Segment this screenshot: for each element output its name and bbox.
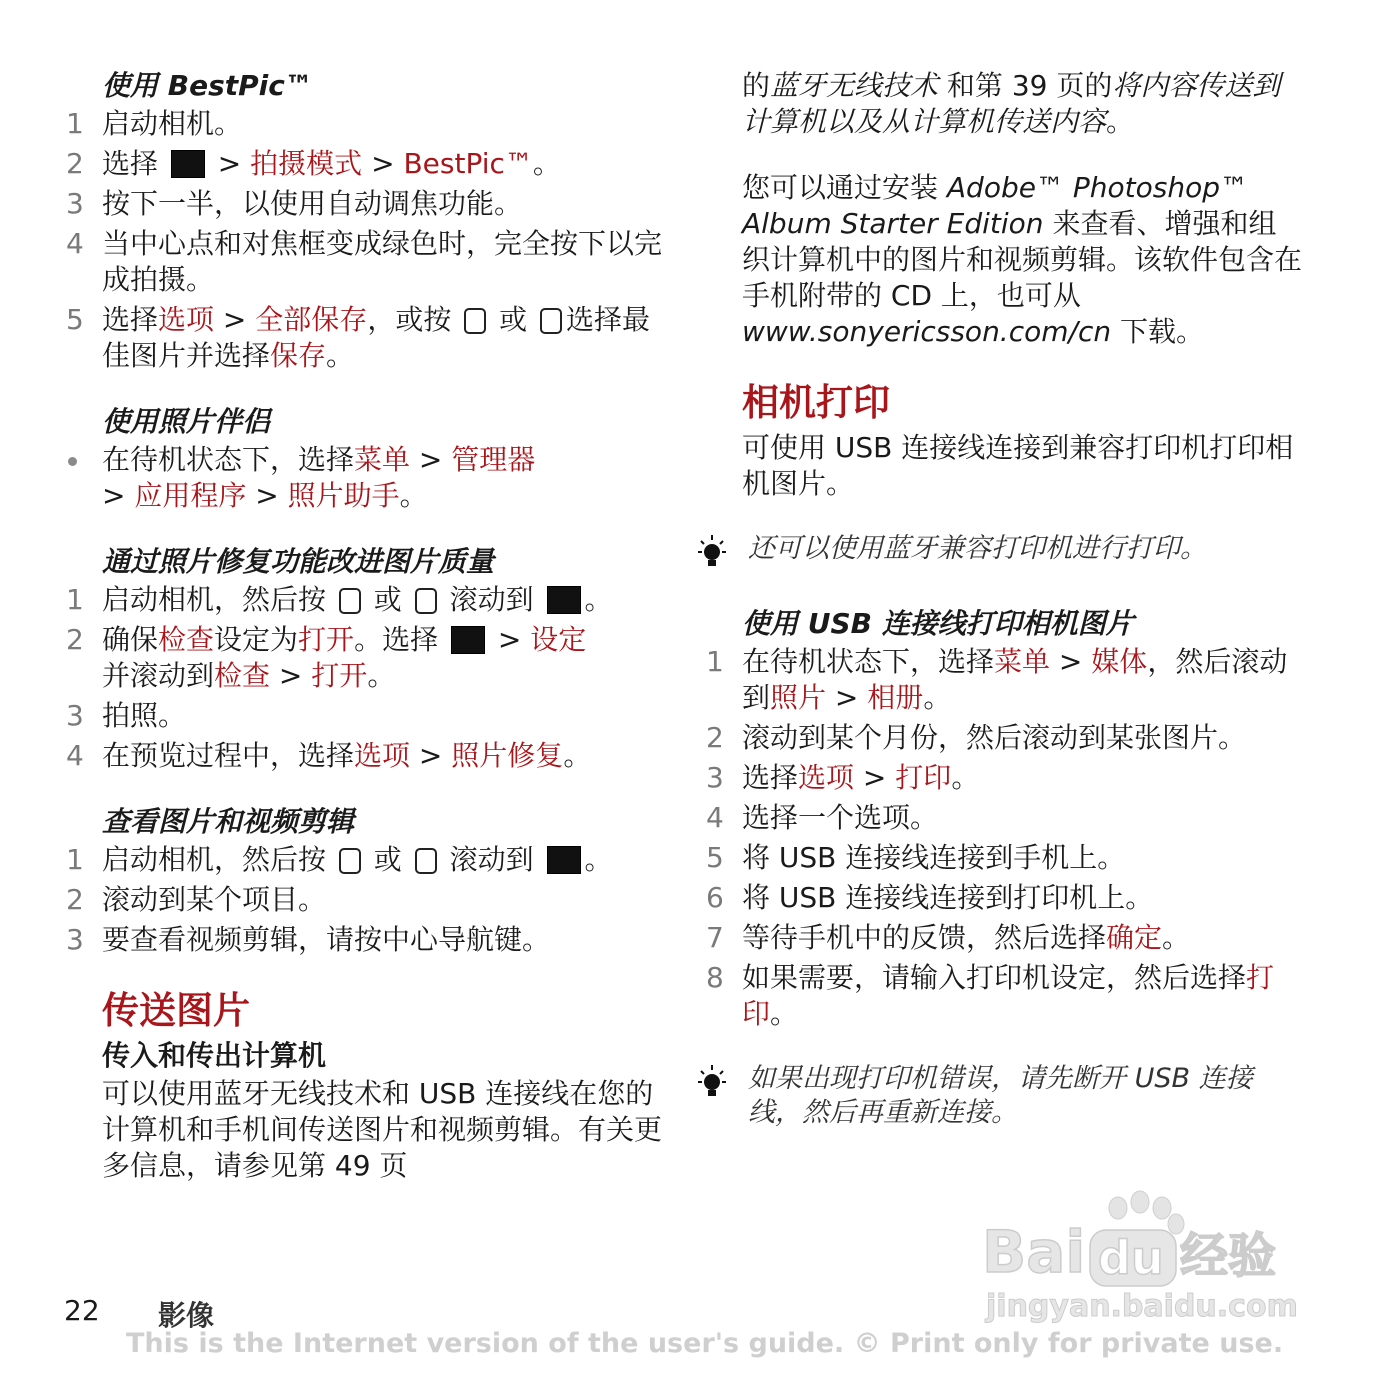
svg-text:jingyan.baidu.com: jingyan.baidu.com xyxy=(986,1289,1298,1324)
right-column xyxy=(702,68,1302,1130)
tip-note: 如果出现打印机错误，请先断开 USB 连接线，然后再重新连接。 xyxy=(702,1062,1302,1130)
heading-computer-transfer: 传入和传出计算机 xyxy=(102,1039,327,1072)
chapter-title: 影像 xyxy=(158,1299,215,1332)
list-item: 4 在预览过程中，选择选项 > 照片修复。 xyxy=(66,739,592,772)
down-key-icon xyxy=(415,848,437,874)
svg-text:经验: 经验 xyxy=(1180,1228,1277,1284)
paragraph: 可使用 USB 连接线连接到兼容打印机打印相机图片。 xyxy=(742,431,1294,500)
bullet-icon xyxy=(68,457,77,466)
list-item: 7 等待手机中的反馈，然后选择确定。 xyxy=(706,921,1191,954)
list-item: 2 确保检查设定为打开。选择 > 设定 并滚动到检查 > 打开。 xyxy=(66,623,587,692)
list-item: 2 滚动到某个项目。 xyxy=(66,883,327,916)
heading-view-media: 查看图片和视频剪辑 xyxy=(102,805,355,838)
heading-photo-fix: 通过照片修复功能改进图片质量 xyxy=(102,545,495,578)
paragraph: 的蓝牙无线技术 和第 39 页的将内容传送到计算机以及从计算机传送内容。 xyxy=(742,69,1281,138)
camera-mode-icon xyxy=(547,586,581,614)
play-mode-icon xyxy=(547,846,581,874)
list-item: 2 选择 > 拍摄模式 > BestPic™。 xyxy=(66,147,561,180)
paragraph: 可以使用蓝牙无线技术和 USB 连接线在您的计算机和手机间传送图片和视频剪辑。有关更多信息，请参见第 49 页 xyxy=(102,1077,663,1182)
section-title-transfer: 传送图片 xyxy=(102,989,250,1032)
svg-text:Bai: Bai xyxy=(982,1218,1086,1286)
section-title-print: 相机打印 xyxy=(742,381,890,424)
lightbulb-icon xyxy=(690,1062,734,1102)
up-key-icon xyxy=(339,588,361,614)
list-item: 5 选择选项 > 全部保存，或按 或 选择最佳图片并选择保存。 xyxy=(66,303,651,372)
list-item: 1 启动相机，然后按 或 滚动到 。 xyxy=(66,843,613,876)
tip-note: 还可以使用蓝牙兼容打印机进行打印。 xyxy=(702,532,1302,566)
camera-settings-icon xyxy=(171,150,205,178)
lightbulb-icon xyxy=(690,532,734,572)
up-key-icon xyxy=(339,848,361,874)
footer-note: This is the Internet version of the user's guide. © Print only for private use. xyxy=(126,1328,1284,1359)
down-key-icon xyxy=(415,588,437,614)
list-item: 在待机状态下，选择菜单 > 管理器 > 应用程序 > 照片助手。 xyxy=(62,442,662,514)
list-item: 3 按下一半，以使用自动调焦功能。 xyxy=(66,187,523,220)
list-item: 3 选择选项 > 打印。 xyxy=(706,761,980,794)
heading-usb-print: 使用 USB 连接线打印相机图片 xyxy=(742,607,1134,640)
list-item: 6 将 USB 连接线连接到打印机上。 xyxy=(706,881,1154,914)
list-item: 8 如果需要，请输入打印机设定，然后选择打印。 xyxy=(706,961,1275,1030)
list-item: 3 拍照。 xyxy=(66,699,187,732)
list-item: 1 启动相机，然后按 或 滚动到 。 xyxy=(66,583,613,616)
camera-settings-icon xyxy=(451,626,485,654)
page-number: 22 xyxy=(64,1294,100,1327)
list-item: 3 要查看视频剪辑，请按中心导航键。 xyxy=(66,923,551,956)
paragraph: 您可以通过安装 Adobe™ Photoshop™ Album Starter Edition 来查看、增强和组织计算机中的图片和视频剪辑。该软件包含在手机附带的 CD 上，也可从 www.sonyericsson.com/cn 下载。 xyxy=(742,171,1303,348)
list-item: 5 将 USB 连接线连接到手机上。 xyxy=(706,841,1126,874)
heading-photo-mate: 使用照片伴侣 xyxy=(102,405,271,438)
baidu-watermark-logo xyxy=(980,1190,1300,1330)
list-item: 4 当中心点和对焦框变成绿色时，完全按下以完成拍摄。 xyxy=(66,227,663,296)
list-item: 2 滚动到某个月份，然后滚动到某张图片。 xyxy=(706,721,1247,754)
list-item: 4 选择一个选项。 xyxy=(706,801,939,834)
heading-bestpic: 使用 BestPic™ xyxy=(102,69,313,102)
left-key-icon xyxy=(464,308,486,334)
svg-text:du: du xyxy=(1098,1231,1164,1285)
list-item: 1 在待机状态下，选择菜单 > 媒体，然后滚动到照片 > 相册。 xyxy=(706,645,1288,714)
left-column xyxy=(62,68,662,1188)
right-key-icon xyxy=(540,308,562,334)
list-item: 1 启动相机。 xyxy=(66,107,243,140)
